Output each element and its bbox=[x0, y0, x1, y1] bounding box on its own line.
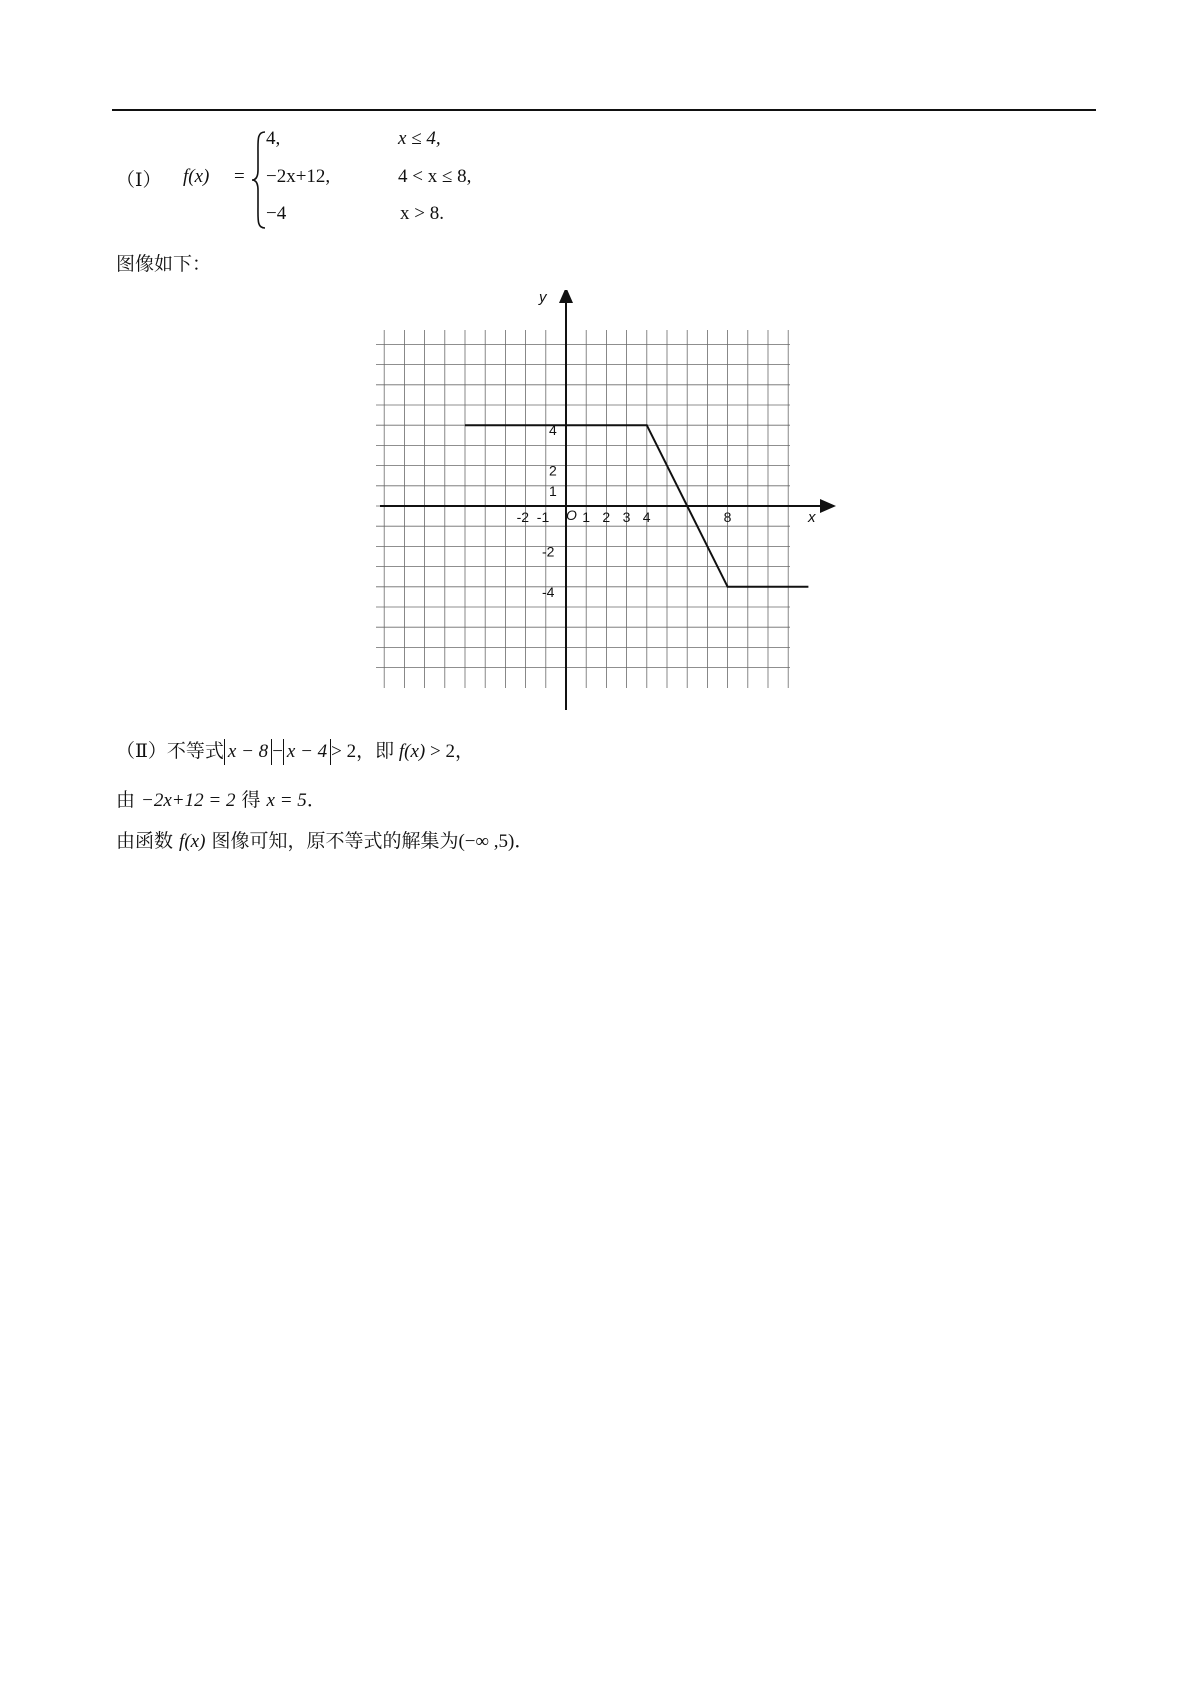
line2-post: ． bbox=[306, 789, 326, 811]
y-tick-label: 2 bbox=[549, 462, 557, 479]
x-tick-label: 8 bbox=[723, 509, 732, 525]
part1-fx: f(x) bbox=[183, 166, 210, 187]
piecewise-brace bbox=[251, 130, 267, 230]
line3-pre: 由函数 bbox=[116, 830, 180, 852]
case-3-cond: x > 8. bbox=[400, 203, 444, 224]
part2-fx: f(x) bbox=[398, 741, 426, 762]
x-tick-label: 2 bbox=[602, 509, 611, 525]
header-rule bbox=[112, 109, 1096, 111]
y-axis-arrow bbox=[559, 290, 573, 303]
x-axis-label: x bbox=[808, 509, 816, 526]
x-tick-label: 1 bbox=[582, 509, 590, 525]
graph-intro: 图像如下： bbox=[116, 253, 212, 275]
part1-equals: = bbox=[234, 166, 245, 187]
line3-mid: 图像可知，原不等式的解集为 bbox=[205, 830, 459, 852]
line3-post: ． bbox=[514, 830, 534, 852]
part2-rest2: > 2， bbox=[425, 741, 474, 762]
function-graph bbox=[0, 290, 1200, 710]
part1-label: （Ⅰ） bbox=[116, 169, 162, 191]
y-tick-label: -2 bbox=[542, 543, 555, 560]
line2-eq2: x = 5 bbox=[266, 790, 307, 811]
part2-line1 bbox=[116, 736, 474, 765]
line2-pre: 由 bbox=[116, 789, 142, 811]
y-tick-label: -4 bbox=[542, 583, 555, 600]
case-1-cond: x ≤ 4, bbox=[398, 128, 441, 149]
abs-x-minus-4: x − 4 bbox=[283, 739, 331, 765]
x-axis-arrow bbox=[820, 499, 836, 513]
abs-x-minus-8: x − 8 bbox=[224, 739, 272, 765]
case-2-expr: −2x+12, bbox=[266, 166, 331, 187]
part2-rest1: > 2，即 bbox=[331, 741, 399, 762]
x-tick-label: -2 bbox=[516, 509, 530, 525]
x-tick-label: -1 bbox=[536, 509, 550, 525]
x-tick-label: 3 bbox=[622, 509, 631, 525]
origin-label: O bbox=[566, 507, 577, 523]
case-2-cond: 4 < x ≤ 8, bbox=[398, 166, 472, 187]
line2-mid: 得 bbox=[235, 789, 267, 811]
part2-line3 bbox=[116, 826, 533, 853]
case-3-expr: −4 bbox=[266, 203, 287, 224]
y-tick-label: 4 bbox=[549, 422, 557, 439]
y-axis-label: y bbox=[539, 290, 547, 306]
case-1-expr: 4, bbox=[266, 128, 281, 149]
part2-line2 bbox=[116, 785, 326, 812]
line2-eq1: −2x+12 = 2 bbox=[141, 790, 236, 811]
line3-fx: f(x) bbox=[179, 831, 206, 852]
line3-interval: (−∞ ,5) bbox=[458, 831, 515, 852]
part2-label: （Ⅱ）不等式 bbox=[116, 740, 224, 762]
x-tick-label: 4 bbox=[642, 509, 651, 525]
abs-minus: − bbox=[272, 741, 283, 762]
y-tick-label: 1 bbox=[549, 482, 557, 499]
